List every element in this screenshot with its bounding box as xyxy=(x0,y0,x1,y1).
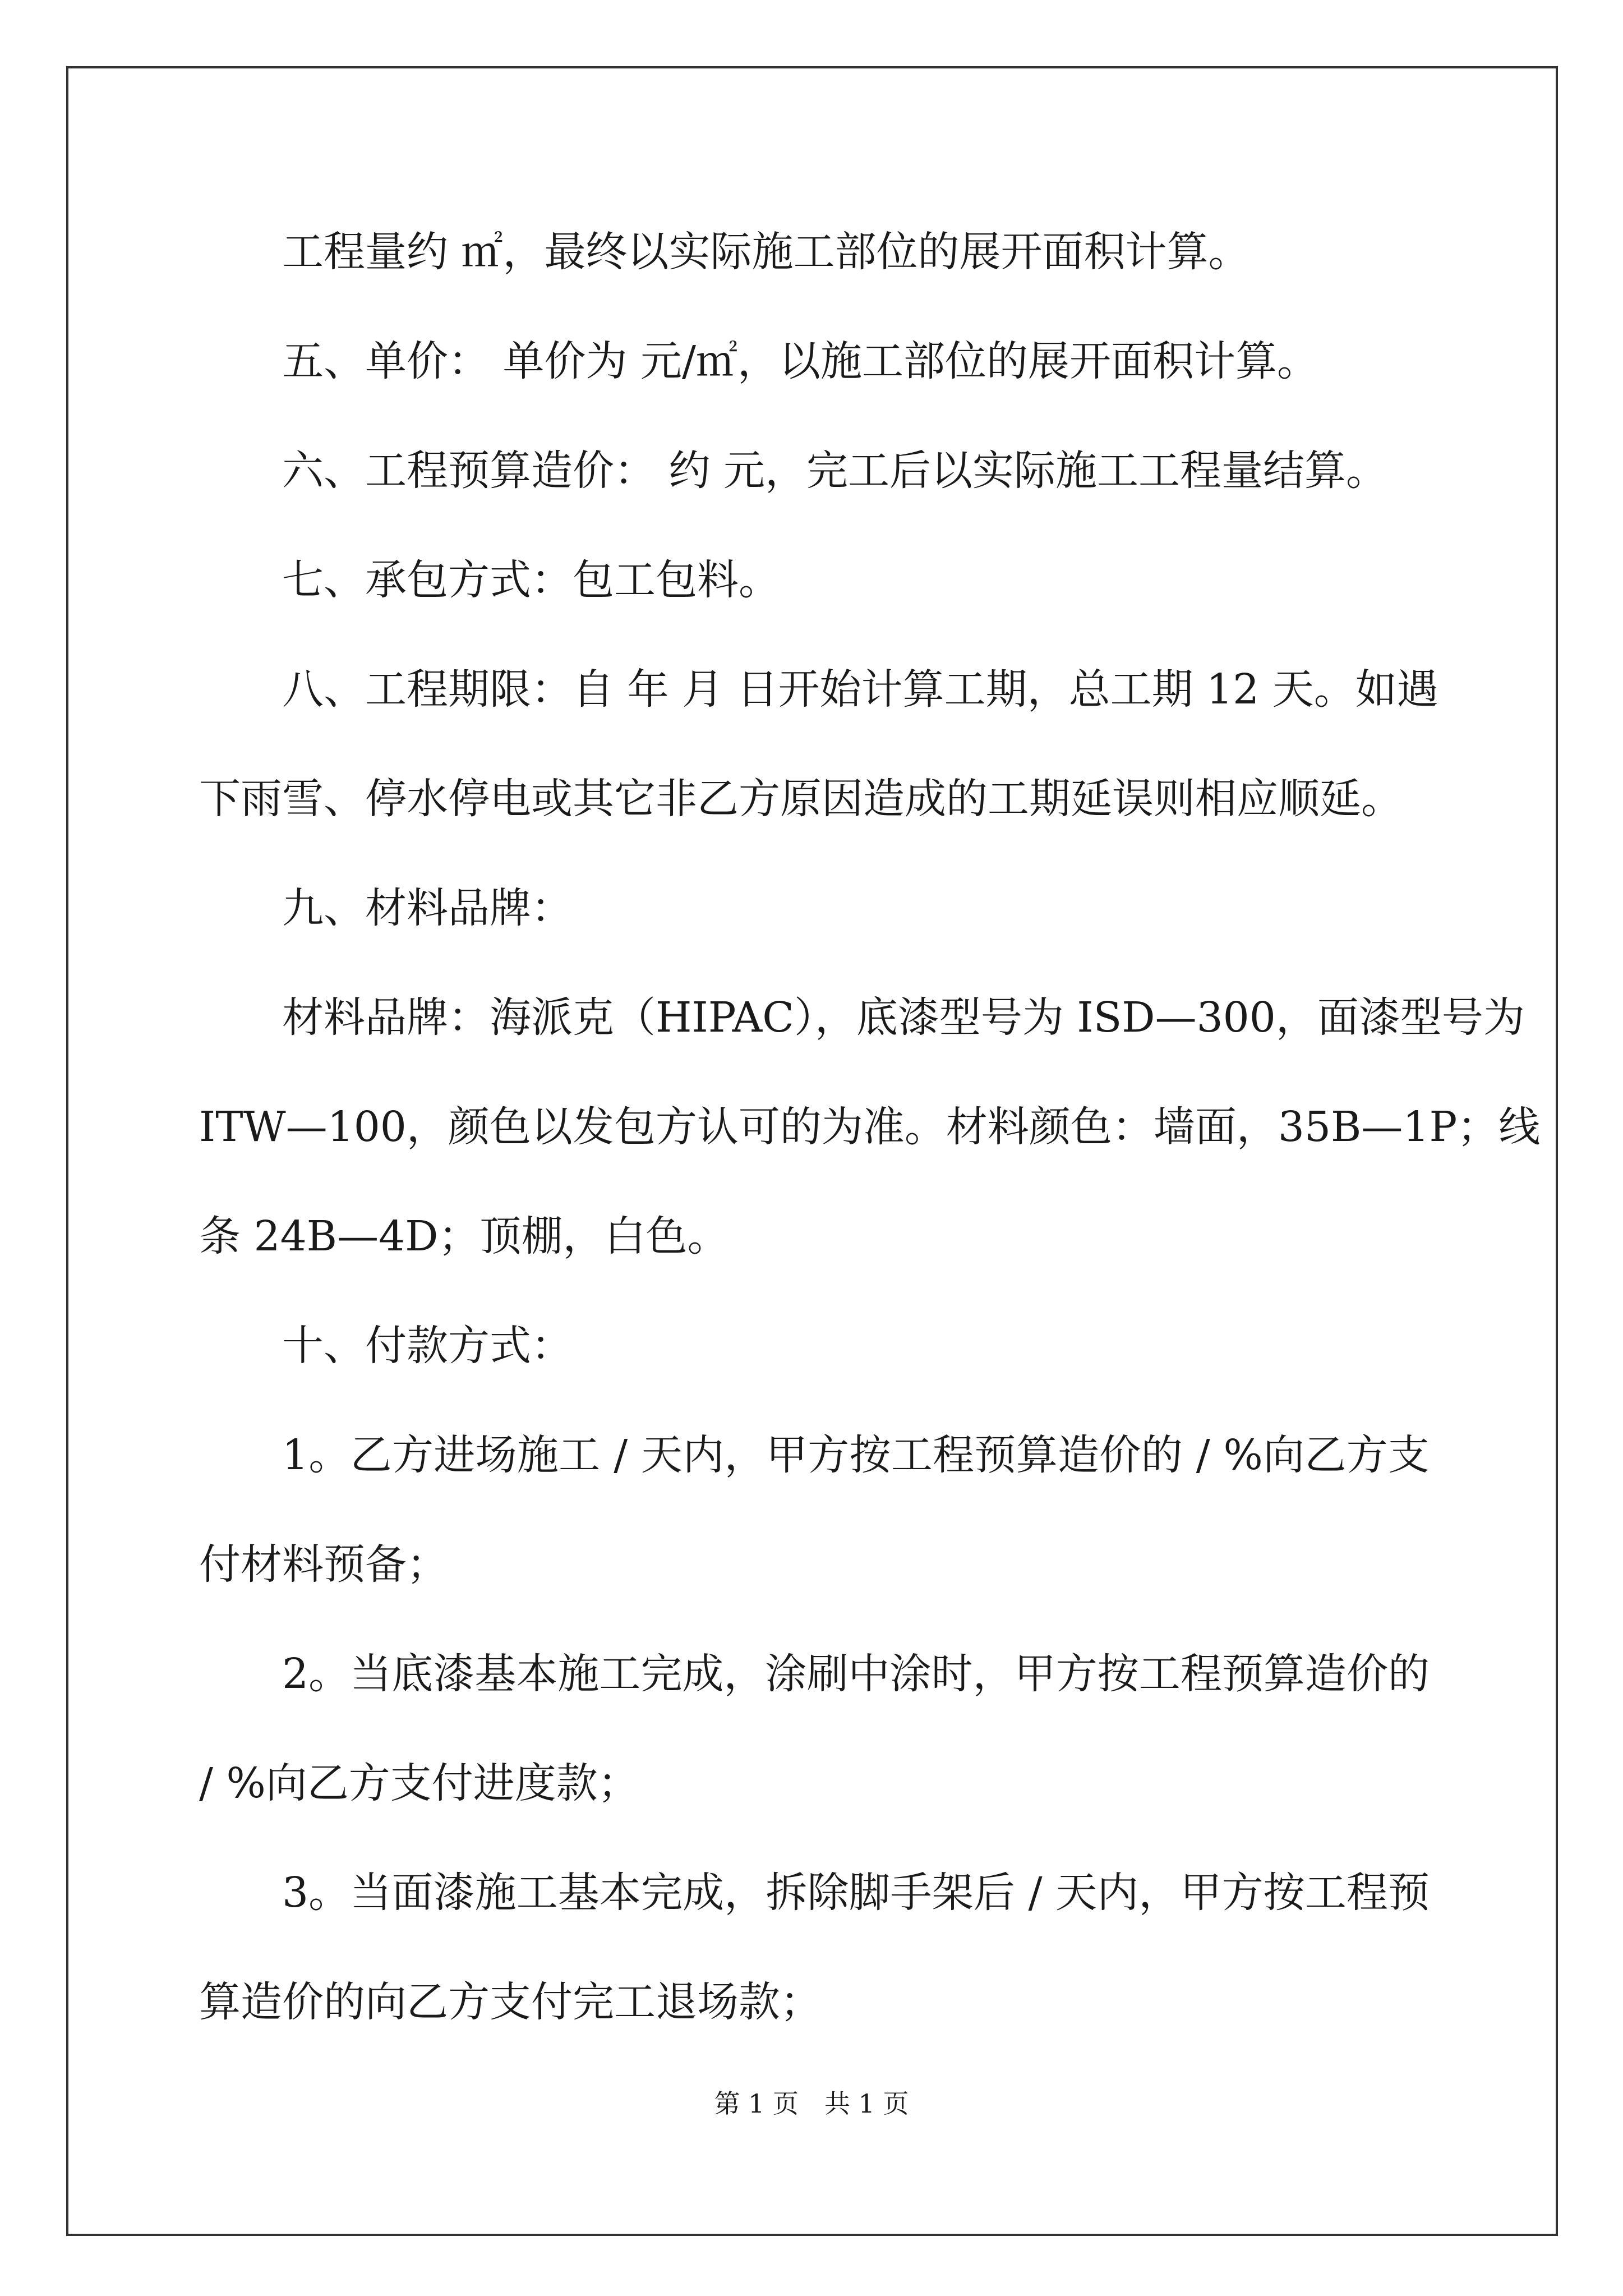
paragraph-line: 六、工程预算造价： 约 元，完工后以实际施工工程量结算。 xyxy=(282,447,1388,495)
paragraph-line: 十、付款方式： xyxy=(282,1322,573,1370)
paragraph-line: 工程量约 ㎡，最终以实际施工部位的展开面积计算。 xyxy=(282,228,1250,276)
paragraph-line: 八、工程期限：自 年 月 日开始计算工期，总工期 12 天。如遇 xyxy=(282,665,1438,714)
paragraph-line: 3。当面漆施工基本完成，拆除脚手架后 / 天内，甲方按工程预 xyxy=(282,1869,1430,1917)
page-total: 共 1 页 xyxy=(824,2088,909,2119)
paragraph-line: 算造价的向乙方支付完工退场款； xyxy=(199,1978,822,2026)
paragraph-line: 付材料预备； xyxy=(199,1540,448,1589)
page-footer xyxy=(0,2087,1623,2120)
paragraph-line: 七、承包方式：包工包料。 xyxy=(282,556,780,604)
paragraph-line: 2。当底漆基本施工完成，涂刷中涂时，甲方按工程预算造价的 xyxy=(282,1650,1430,1698)
paragraph-line: 条 24B—4D；顶棚，白色。 xyxy=(199,1212,729,1260)
paragraph-line: ITW—100，颜色以发包方认可的为准。材料颜色：墙面，35B—1P；线 xyxy=(199,1103,1541,1151)
paragraph-line: 下雨雪、停水停电或其它非乙方原因造成的工期延误则相应顺延。 xyxy=(199,775,1403,823)
paragraph-line: 五、单价： 单价为 元/㎡，以施工部位的展开面积计算。 xyxy=(282,337,1318,385)
page-number: 第 1 页 xyxy=(714,2088,799,2119)
paragraph-line: 1。乙方进场施工 / 天内，甲方按工程预算造价的 / %向乙方支 xyxy=(282,1431,1430,1479)
paragraph-line: 九、材料品牌： xyxy=(282,884,573,932)
paragraph-line: 材料品牌：海派克（HIPAC），底漆型号为 ISD—300，面漆型号为 xyxy=(282,993,1525,1042)
paragraph-line: / %向乙方支付进度款； xyxy=(199,1759,639,1807)
